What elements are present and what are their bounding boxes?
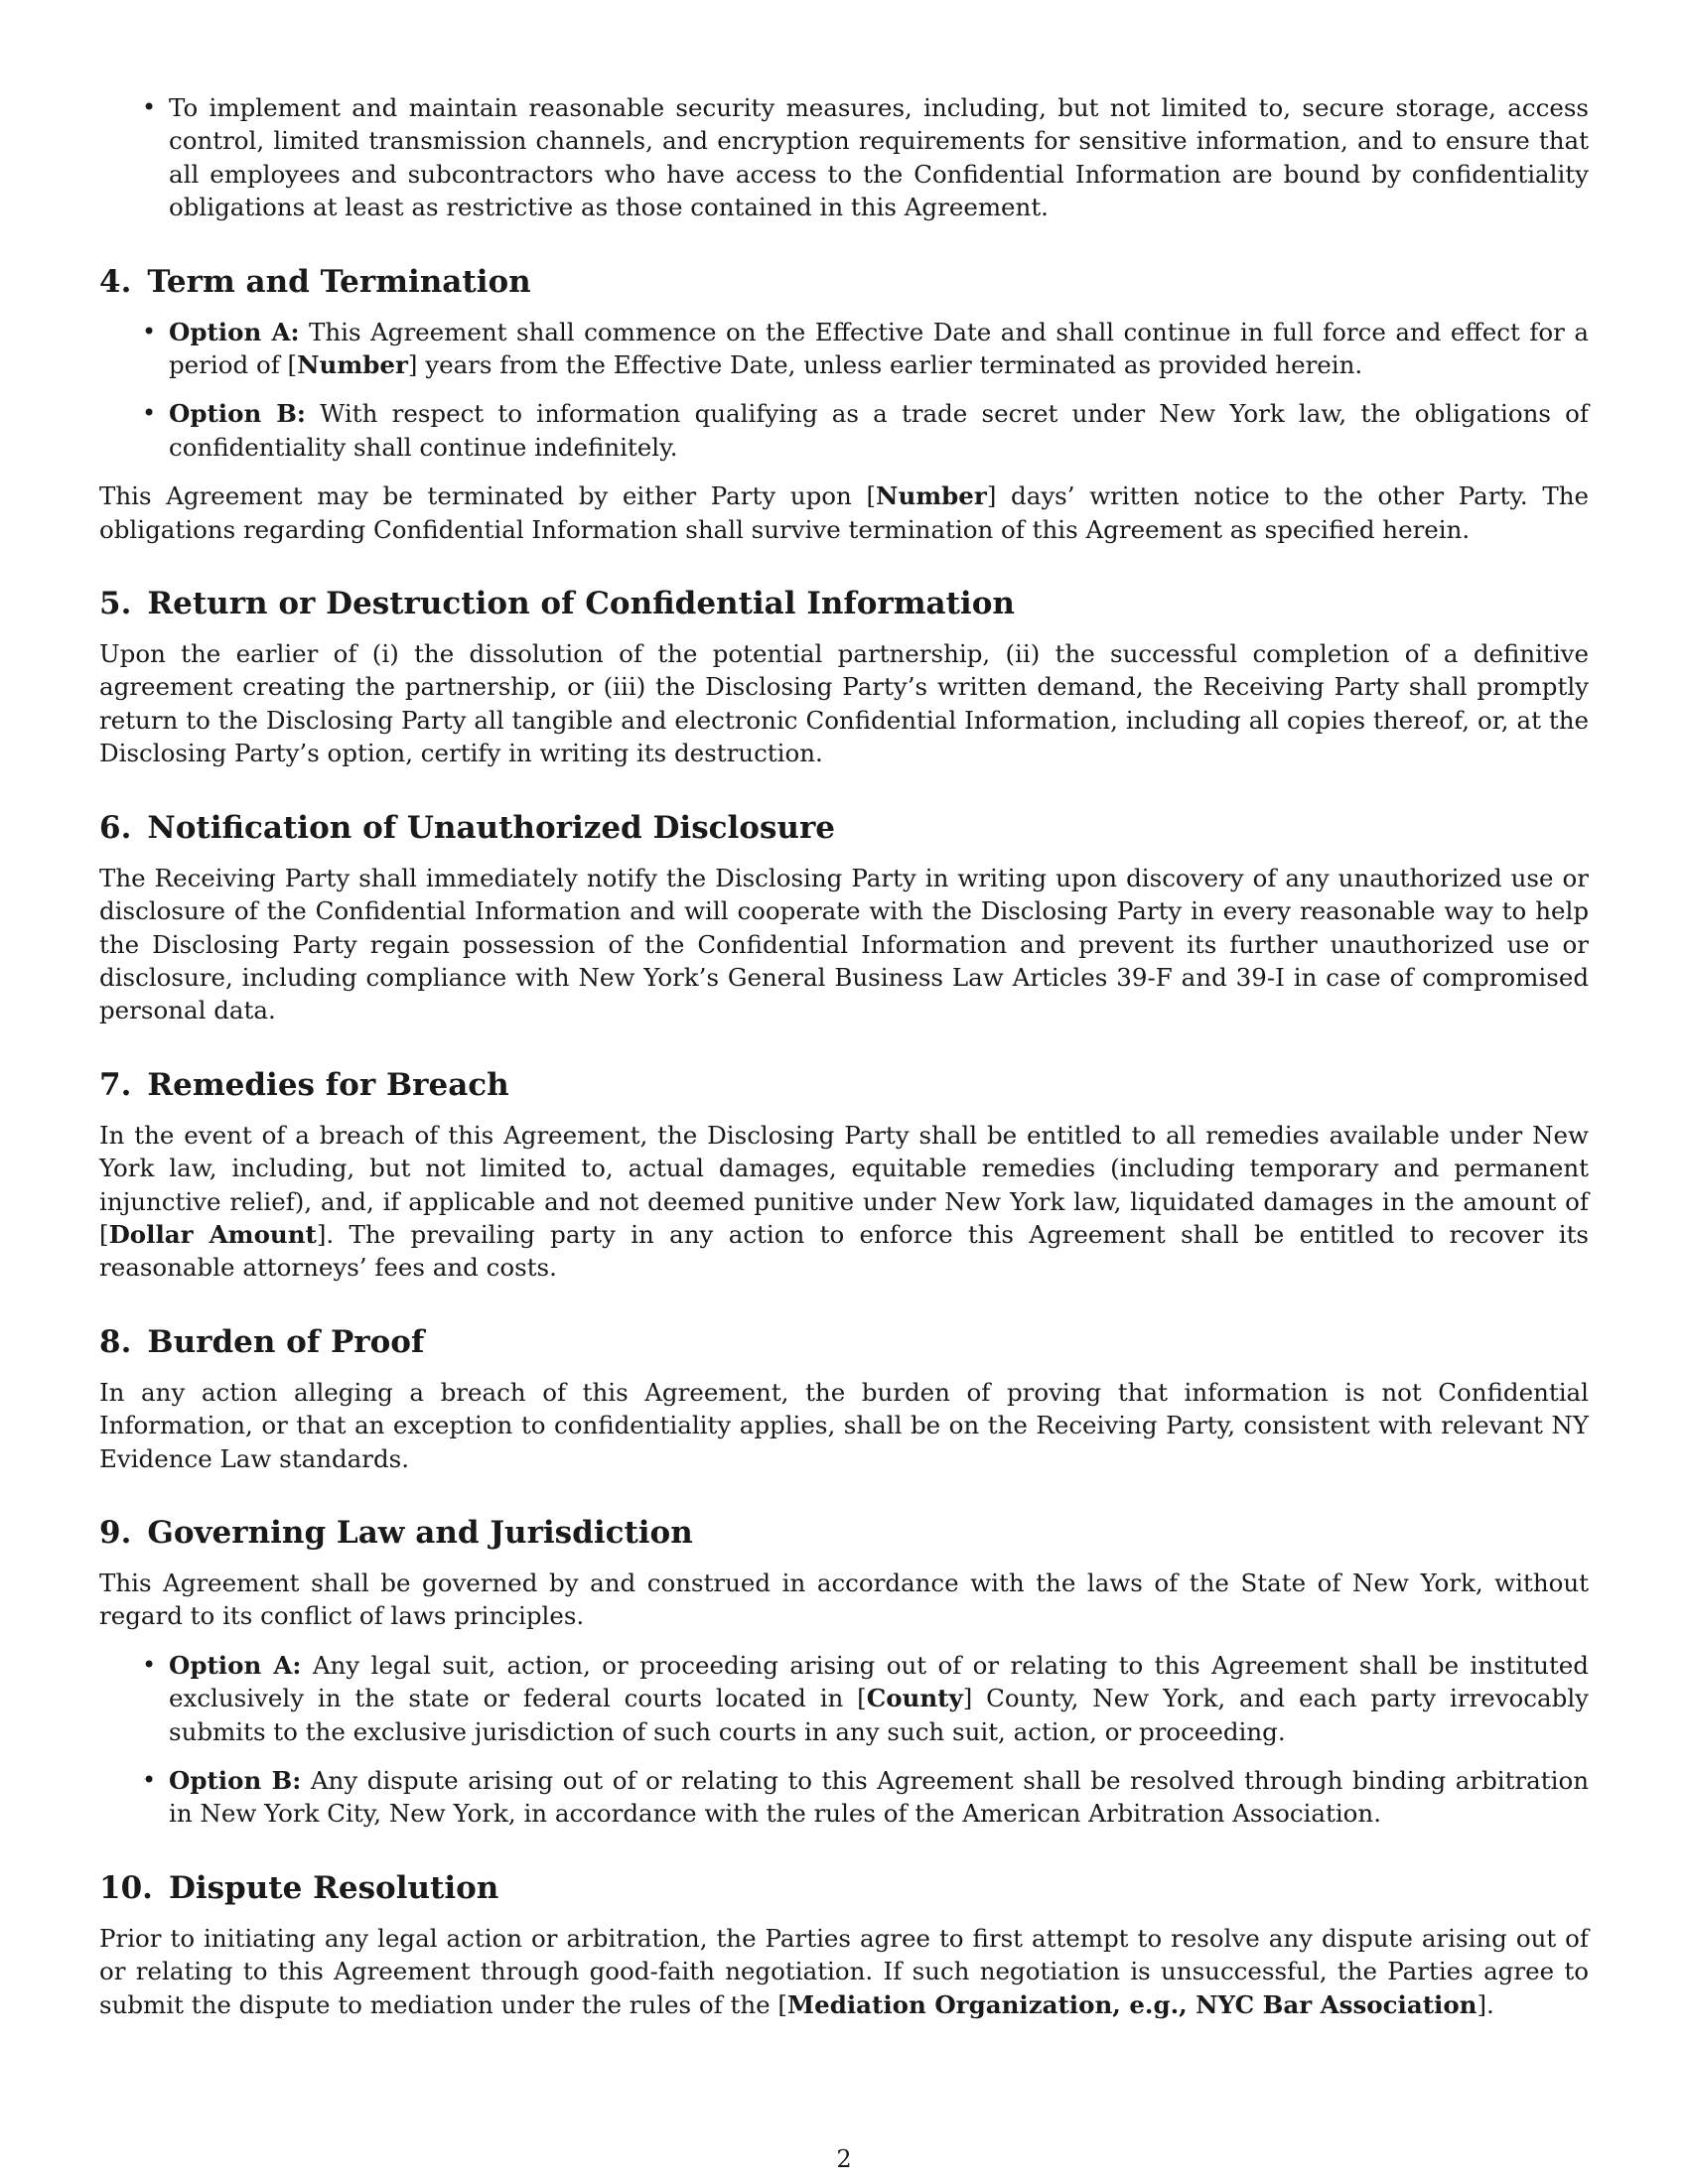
section-heading	[99, 808, 1589, 848]
section-title: Burden of Proof	[147, 1323, 425, 1360]
placeholder-mediation-organization: Mediation Organization, e.g., NYC Bar Association	[787, 1989, 1477, 2019]
section-heading	[99, 1513, 1589, 1553]
option-label: Option B:	[169, 399, 306, 429]
return-destruction-paragraph: Upon the earlier of (i) the dissolution of the potential partnership, (ii) the successful completion of a definitive agreement creating the partnership, or (iii) the Disclosing Party’s written demand, the Receiving Party shall promptly return to the Disclosing Party all tangible and electronic Confidential Information, including all copies thereof, or, at the Disclosing Party’s option, certify in writing its destruction.	[99, 639, 1589, 768]
governing-law-paragraph: This Agreement shall be governed by and construed in accordance with the laws of the State of New York, without regard to its conflict of laws principles.	[99, 1568, 1589, 1631]
section-title: Remedies for Breach	[147, 1066, 509, 1103]
remedies-paragraph	[99, 1119, 1589, 1285]
security-measures-bullet	[169, 91, 1589, 224]
section-title: Notification of Unauthorized Disclosure	[147, 809, 836, 846]
option-text: With respect to information qualifying as a trade secret under New York law, the obligations of confidentiality shall continue indefinitely.	[169, 399, 1589, 462]
section-term-termination	[99, 262, 1589, 546]
placeholder-dollar-amount: Dollar Amount	[108, 1219, 317, 1249]
jurisdiction-option-b	[169, 1764, 1589, 1831]
option-text: This Agreement shall commence on the Effective Date and shall continue in full force and effect for a period of [	[169, 317, 1589, 380]
section-heading	[99, 1065, 1589, 1105]
term-option-b	[169, 397, 1589, 464]
section-dispute-resolution	[99, 1868, 1589, 2021]
section-title: Term and Termination	[147, 263, 531, 300]
paragraph-text: ] days’ written notice to the other Party. The obligations regarding Confidential Information shall survive termination of this Agreement as specified herein.	[99, 481, 1589, 544]
placeholder-number: Number	[876, 481, 987, 511]
document-page	[99, 91, 1589, 2021]
page-number: 2	[836, 2145, 852, 2173]
section-number: 9.	[99, 1514, 132, 1551]
paragraph-text: ]. The prevailing party in any action to enforce this Agreement shall be entitled to recover its reasonable attorneys’ fees and costs.	[99, 1219, 1589, 1283]
section-number: 6.	[99, 809, 132, 846]
paragraph-text: This Agreement may be terminated by either Party upon [	[99, 481, 877, 511]
option-text: ] years from the Effective Date, unless earlier terminated as provided herein.	[407, 350, 1363, 380]
paragraph-text: Prior to initiating any legal action or arbitration, the Parties agree to first attempt to resolve any dispute arising out of or relating to this Agreement through good-faith negotiation. If such negotiation is unsuccessful, the Parties agree to submit the dispute to mediation under the rules of the [	[99, 1923, 1589, 2019]
section-heading	[99, 1868, 1589, 1908]
section-number: 8.	[99, 1323, 132, 1360]
option-label: Option A:	[169, 317, 300, 346]
section-governing-law	[99, 1513, 1589, 1831]
burden-paragraph: In any action alleging a breach of this Agreement, the burden of proving that information is not Confidential Information, or that an exception to confidentiality applies, shall be on the Receiving Party, consistent with relevant NY Evidence Law standards.	[99, 1377, 1589, 1473]
notification-paragraph: The Receiving Party shall immediately notify the Disclosing Party in writing upon discovery of any unauthorized use or disclosure of the Confidential Information and will cooperate with the Disclosing Party in every reasonable way to help the Disclosing Party regain possession of the Confidential Information and prevent its further unauthorized use or disclosure, including compliance with New York’s General Business Law Articles 39-F and 39-I in case of compromised personal data.	[99, 863, 1589, 1025]
section-number: 10.	[99, 1869, 153, 1906]
section-title: Governing Law and Jurisdiction	[147, 1514, 693, 1551]
section-number: 5.	[99, 586, 132, 622]
section-heading	[99, 584, 1589, 623]
term-option-a	[169, 316, 1589, 382]
jurisdiction-option-a	[169, 1649, 1589, 1748]
section-return-destruction	[99, 584, 1589, 770]
section-number: 4.	[99, 263, 132, 300]
term-options-list	[99, 316, 1589, 465]
option-text: ] County, New York, and each party irrevocably submits to the exclusive jurisdiction of such courts in any such suit, action, or proceeding.	[169, 1684, 1589, 1746]
section-notification	[99, 808, 1589, 1027]
option-text: Any legal suit, action, or proceeding arising out of or relating to this Agreement shall be instituted exclusively in the state or federal courts located in [	[169, 1650, 1589, 1713]
termination-paragraph	[99, 479, 1589, 546]
intro-bullet-list	[99, 91, 1589, 224]
paragraph-text: In the event of a breach of this Agreement, the Disclosing Party shall be entitled to all remedies available under New York law, including, but not limited to, actual damages, equitable remedies (including temporary and permanent injunctive relief), and, if applicable and not deemed punitive under New York law, liquidated damages in the amount of [	[99, 1120, 1589, 1249]
section-burden-of-proof	[99, 1322, 1589, 1475]
section-title: Dispute Resolution	[168, 1869, 499, 1906]
section-heading	[99, 262, 1589, 302]
option-label: Option A:	[169, 1650, 302, 1680]
placeholder-county: County	[866, 1684, 963, 1713]
option-label: Option B:	[169, 1766, 302, 1795]
dispute-resolution-paragraph	[99, 1922, 1589, 2021]
security-measures-text: To implement and maintain reasonable security measures, including, but not limited to, secure storage, access control, limited transmission channels, and encryption requirements for sensitive information, and to ensure that all employees and subcontractors who have access to the Confidential Information are bound by confidentiality obligations at least as restrictive as those contained in this Agreement.	[169, 93, 1589, 222]
section-number: 7.	[99, 1066, 132, 1103]
section-remedies	[99, 1065, 1589, 1285]
section-heading	[99, 1322, 1589, 1362]
paragraph-text: ].	[1477, 1989, 1494, 2019]
option-text: Any dispute arising out of or relating to this Agreement shall be resolved through binding arbitration in New York City, New York, in accordance with the rules of the American Arbitration Association.	[169, 1766, 1589, 1829]
section-title: Return or Destruction of Confidential Information	[147, 586, 1015, 622]
placeholder-number: Number	[297, 350, 408, 380]
jurisdiction-options-list	[99, 1649, 1589, 1831]
